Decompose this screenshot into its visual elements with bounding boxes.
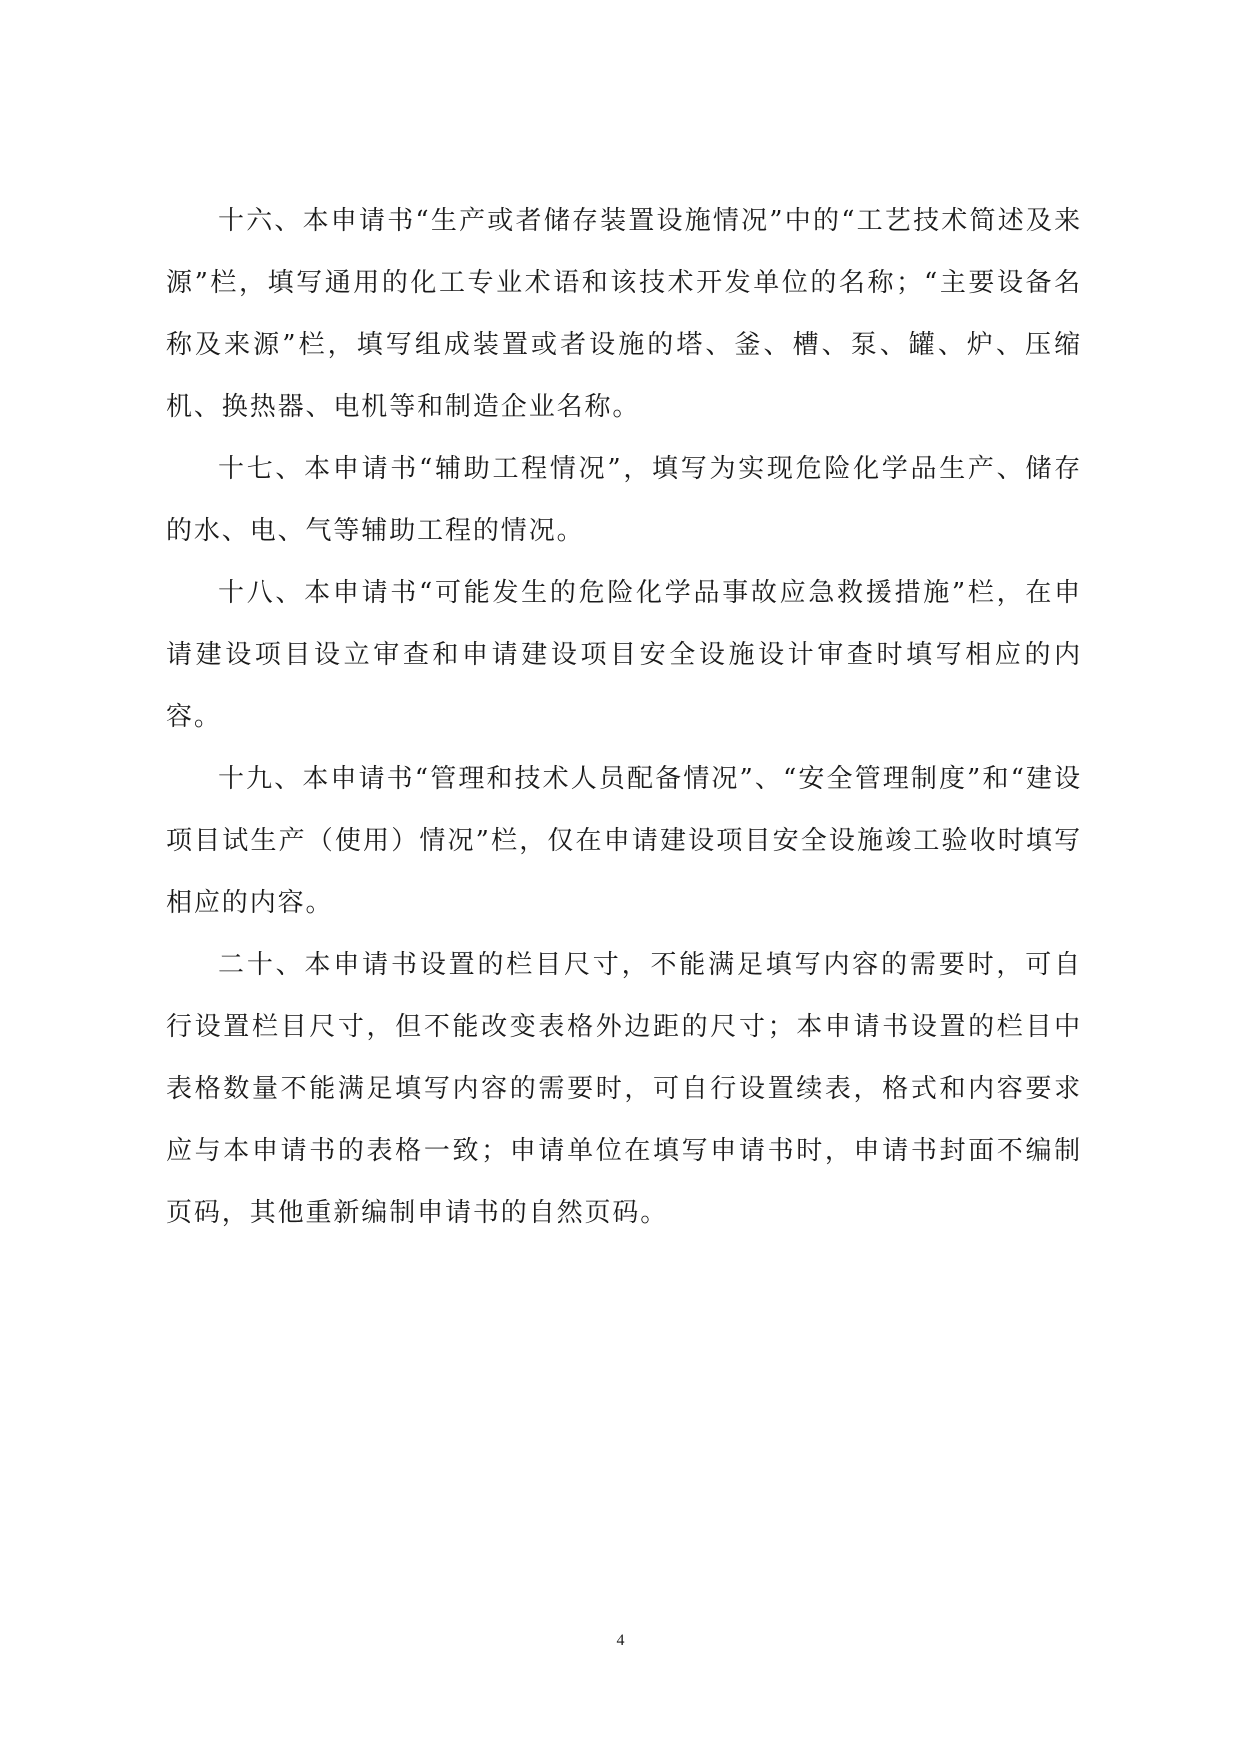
paragraph-item-19: 十九、本申请书“管理和技术人员配备情况”、“安全管理制度”和“建设项目试生产（使用）情况”栏，仅在申请建设项目安全设施竣工验收时填写相应的内容。 [166, 764, 1082, 918]
page-number: 4 [616, 1632, 625, 1649]
paragraph-item-17: 十七、本申请书“辅助工程情况”，填写为实现危险化学品生产、储存的水、电、气等辅助工程的情况。 [166, 454, 1082, 546]
paragraph-item-20: 二十、本申请书设置的栏目尺寸，不能满足填写内容的需要时，可自行设置栏目尺寸，但不能改变表格外边距的尺寸；本申请书设置的栏目中表格数量不能满足填写内容的需要时，可自行设置续表，格式和内容要求应与本申请书的表格一致；申请单位在填写申请书时，申请书封面不编制页码，其他重新编制申请书的自然页码。 [166, 950, 1082, 1228]
document-body [166, 190, 1082, 1244]
paragraph-item-18: 十八、本申请书“可能发生的危险化学品事故应急救援措施”栏，在申请建设项目设立审查和申请建设项目安全设施设计审查时填写相应的内容。 [166, 578, 1082, 732]
paragraph-item-16: 十六、本申请书“生产或者储存装置设施情况”中的“工艺技术简述及来源”栏，填写通用的化工专业术语和该技术开发单位的名称；“主要设备名称及来源”栏，填写组成装置或者设施的塔、釜、槽、泵、罐、炉、压缩机、换热器、电机等和制造企业名称。 [166, 206, 1082, 422]
